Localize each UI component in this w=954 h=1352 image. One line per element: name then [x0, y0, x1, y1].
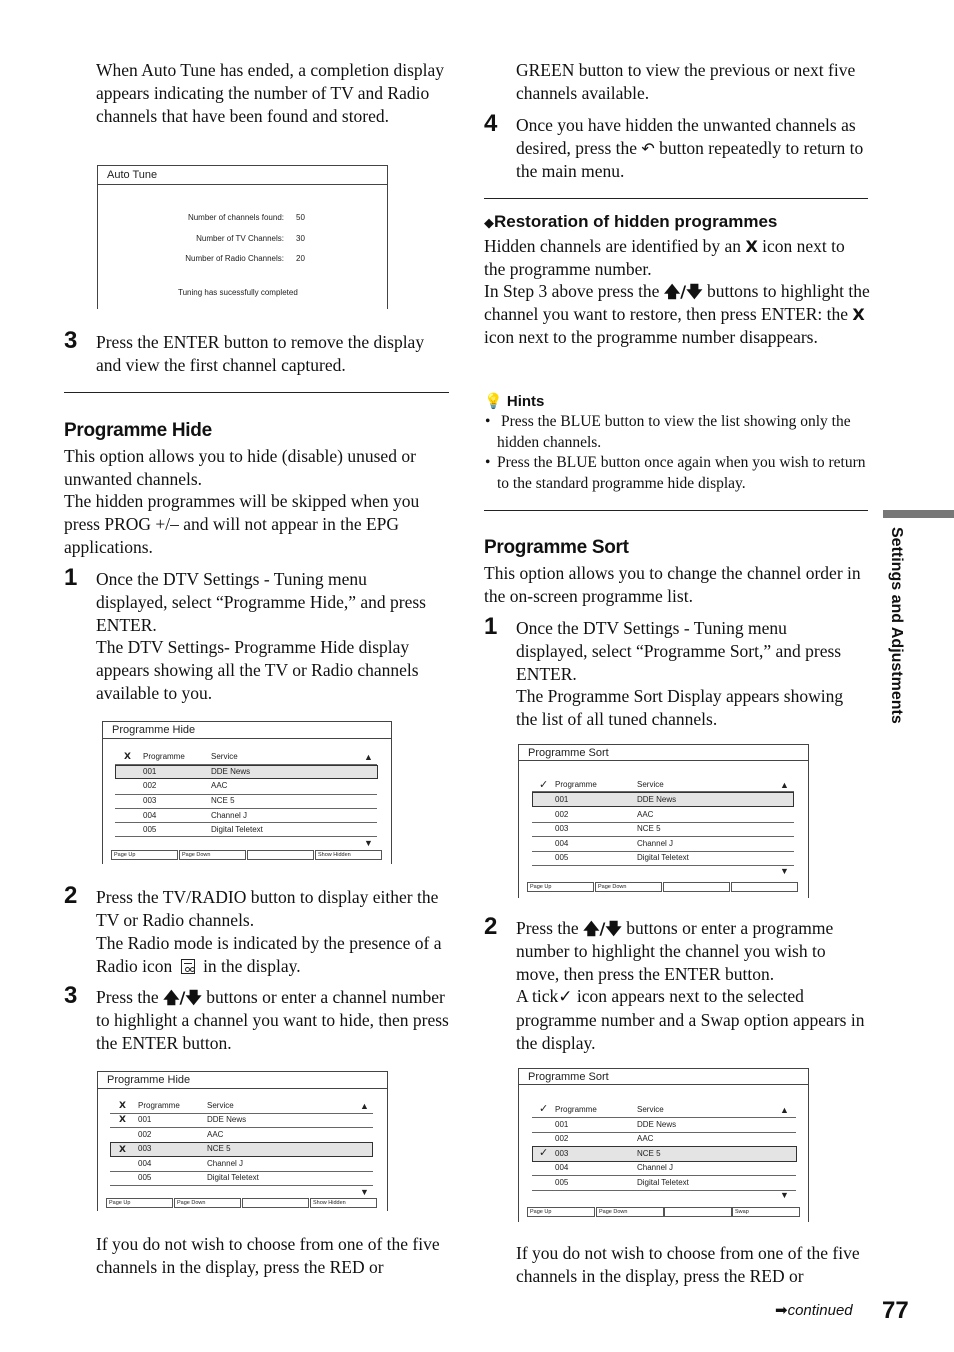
programme-number: 003	[143, 796, 157, 805]
service-name: AAC	[211, 781, 228, 790]
service-name: AAC	[637, 1134, 654, 1143]
step-number: 3	[64, 327, 78, 354]
column-header-programme: Programme	[555, 1105, 597, 1114]
step-number: 1	[484, 613, 498, 640]
column-header-service: Service	[207, 1101, 234, 1110]
step-number: 2	[64, 882, 78, 909]
side-tab-label: Settings and Adjustments	[888, 527, 905, 724]
page-up-button[interactable]: Page Up	[527, 1207, 595, 1217]
step1-text-a: Once the DTV Settings - Tuning menu displayed, select “Programme Hide,” and press ENTER.	[96, 569, 426, 635]
programme-number: 002	[555, 810, 569, 819]
bullet-icon: •	[485, 454, 491, 471]
screen-title: Auto Tune	[97, 165, 388, 185]
right-top-text: GREEN button to view the previous or next five channels available.	[516, 60, 856, 103]
tick-icon: ✓	[539, 1102, 549, 1115]
programme-number: 003	[555, 824, 569, 833]
programme-number: 005	[555, 853, 569, 862]
service-name: NCE 5	[637, 1149, 661, 1158]
right-arrow-icon: ➡	[775, 1301, 788, 1319]
service-name: Channel J	[207, 1159, 244, 1168]
programme-sort-screen-1	[518, 744, 809, 898]
value-tv-channels: 30	[296, 234, 305, 243]
programme-number: 001	[555, 1120, 569, 1129]
scroll-down-arrow-icon[interactable]: ▼	[780, 1190, 789, 1200]
ps-step2-text-b: A tick✓ icon appears next to the selected programme number and a Swap option appears in the display.	[516, 986, 865, 1053]
value-channels-found: 50	[296, 213, 305, 222]
programme-number: 003	[138, 1144, 152, 1153]
scroll-up-arrow-icon[interactable]: ▲	[780, 1105, 789, 1115]
service-name: Channel J	[211, 811, 248, 820]
programme-sort-screen-2	[518, 1068, 809, 1222]
programme-number: 002	[143, 781, 157, 790]
hints-heading: 💡 Hints	[484, 392, 545, 410]
programme-sort-heading: Programme Sort	[484, 537, 629, 558]
page-down-button[interactable]: Page Down	[595, 882, 662, 892]
service-name: DDE News	[637, 795, 677, 804]
blank-button[interactable]	[663, 882, 730, 892]
left-bottom-text: If you do not wish to choose from one of the five channels in the display, press the RED or	[96, 1234, 440, 1277]
tick-icon: ✓	[558, 987, 573, 1007]
ps-step1-text-b: The Programme Sort Display appears showing the list of all tuned channels.	[516, 686, 844, 729]
programme-number: 005	[555, 1178, 569, 1187]
programme-number: 005	[138, 1173, 152, 1182]
programme-hide-p2: The hidden programmes will be skipped when you press PROG +/– and will not appear in the EPG applications.	[64, 491, 420, 557]
hint-1: Press the BLUE button to view the list showing only the hidden channels.	[497, 413, 851, 451]
page-up-button[interactable]: Page Up	[106, 1198, 173, 1208]
screen-title: Programme Sort	[518, 744, 809, 761]
service-name: Channel J	[637, 839, 674, 848]
ps-step1-text-a: Once the DTV Settings - Tuning menu displayed, select “Programme Sort,” and press ENTER.	[516, 618, 842, 684]
column-header-programme: Programme	[555, 780, 597, 789]
page-up-button[interactable]: Page Up	[111, 850, 178, 860]
programme-number: 002	[555, 1134, 569, 1143]
scroll-down-arrow-icon[interactable]: ▼	[780, 866, 789, 876]
service-name: DDE News	[207, 1115, 247, 1124]
up-down-arrow-icon: 🡅/🡇	[163, 988, 202, 1007]
service-name: NCE 5	[211, 796, 235, 805]
column-header-service: Service	[637, 780, 664, 789]
column-header-programme: Programme	[138, 1101, 180, 1110]
service-name: AAC	[637, 810, 654, 819]
label-radio-channels: Number of Radio Channels:	[185, 254, 284, 263]
up-down-arrow-icon: 🡅/🡇	[583, 919, 622, 938]
service-name: Digital Teletext	[207, 1173, 259, 1182]
restoration-heading: ◆Restoration of hidden programmes	[484, 212, 778, 231]
service-name: NCE 5	[637, 824, 661, 833]
programme-number: 001	[143, 767, 157, 776]
programme-number: 003	[555, 1149, 569, 1158]
hide-x-icon: X	[124, 752, 131, 762]
radio-icon	[181, 959, 195, 974]
service-name: AAC	[207, 1130, 224, 1139]
service-name: NCE 5	[207, 1144, 231, 1153]
programme-sort-text: This option allows you to change the channel order in the on-screen programme list.	[484, 563, 861, 606]
label-tv-channels: Number of TV Channels:	[196, 234, 284, 243]
section-divider	[64, 392, 449, 393]
programme-number: 001	[555, 795, 569, 804]
column-header-service: Service	[211, 752, 238, 761]
side-tab-bar	[883, 510, 954, 518]
page-down-button[interactable]: Page Down	[179, 850, 246, 860]
blank-button[interactable]	[247, 850, 314, 860]
return-icon: ↶	[641, 139, 655, 158]
programme-number: 004	[555, 1163, 569, 1172]
scroll-down-arrow-icon[interactable]: ▼	[364, 838, 373, 848]
hint-2: Press the BLUE button once again when you wish to return to the standard programme hide display.	[497, 454, 866, 492]
show-hidden-button[interactable]: Show Hidden	[310, 1198, 377, 1208]
show-hidden-button[interactable]: Show Hidden	[315, 850, 382, 860]
hide-x-icon: X	[119, 1115, 126, 1125]
page-down-button[interactable]: Page Down	[596, 1207, 664, 1217]
auto-tune-screen	[97, 165, 388, 309]
scroll-up-arrow-icon[interactable]: ▲	[360, 1101, 369, 1111]
value-radio-channels: 20	[296, 254, 305, 263]
step-number: 4	[484, 110, 498, 137]
programme-hide-screen-2	[97, 1071, 388, 1211]
programme-hide-heading: Programme Hide	[64, 420, 212, 441]
step-number: 1	[64, 564, 78, 591]
scroll-up-arrow-icon[interactable]: ▲	[364, 752, 373, 762]
section-divider	[484, 198, 868, 199]
diamond-icon: ◆	[484, 216, 494, 231]
screen-title: Programme Hide	[102, 721, 392, 739]
programme-hide-screen-1	[102, 721, 392, 864]
programme-number: 001	[138, 1115, 152, 1124]
step3-text: Press the ENTER button to remove the display and view the first channel captured.	[96, 332, 425, 375]
service-name: DDE News	[637, 1120, 677, 1129]
restoration-text-1: Hidden channels are identified by an X icon next to the programme number.	[484, 236, 845, 279]
scroll-up-arrow-icon[interactable]: ▲	[780, 780, 789, 790]
programme-number: 004	[138, 1159, 152, 1168]
blank-button[interactable]	[664, 1207, 732, 1217]
section-divider	[484, 510, 868, 511]
programme-number: 002	[138, 1130, 152, 1139]
step2-text-a: Press the TV/RADIO button to display either the TV or Radio channels.	[96, 887, 439, 930]
screen-title: Programme Sort	[518, 1068, 809, 1085]
intro-text: When Auto Tune has ended, a completion display appears indicating the number of TV and Radio channels that have been found and stored.	[96, 60, 445, 126]
ps-step2-text: Press the 🡅/🡇 buttons or enter a programme number to highlight the channel you wish to move, then press the ENTER button.	[516, 918, 834, 984]
right-bottom-text: If you do not wish to choose from one of the five channels in the display, press the RED or	[516, 1243, 860, 1286]
page-number: 77	[882, 1297, 909, 1324]
service-name: DDE News	[211, 767, 251, 776]
tuning-status: Tuning has sucessfully completed	[178, 288, 298, 297]
programme-number: 005	[143, 825, 157, 834]
scroll-down-arrow-icon[interactable]: ▼	[360, 1187, 369, 1197]
blank-button[interactable]	[731, 882, 798, 892]
hide-x-icon: X	[745, 237, 758, 256]
service-name: Digital Teletext	[211, 825, 263, 834]
step4-text: Once you have hidden the unwanted channels as desired, press the ↶ button repeatedly to return to the main menu.	[516, 115, 864, 181]
restoration-text-2: In Step 3 above press the 🡅/🡇 buttons to highlight the channel you want to restore, then press ENTER: the X icon next to the programme number disappears.	[484, 281, 870, 347]
step1-text-b: The DTV Settings- Programme Hide display appears showing all the TV or Radio channels available to you.	[96, 637, 419, 703]
column-header-programme: Programme	[143, 752, 185, 761]
screen-title: Programme Hide	[97, 1071, 388, 1089]
lightbulb-icon: 💡	[484, 392, 503, 410]
continued-label: ➡continued	[775, 1301, 853, 1319]
programme-hide-p1: This option allows you to hide (disable) unused or unwanted channels.	[64, 446, 416, 489]
bullet-icon: •	[485, 413, 491, 430]
page-down-button[interactable]: Page Down	[174, 1198, 241, 1208]
column-header-service: Service	[637, 1105, 664, 1114]
highlighted-row[interactable]	[532, 1146, 797, 1162]
tick-icon: ✓	[539, 1146, 549, 1159]
blank-button[interactable]	[242, 1198, 309, 1208]
label-channels-found: Number of channels found:	[187, 213, 284, 222]
tick-icon: ✓	[539, 778, 549, 791]
page-up-button[interactable]: Page Up	[527, 882, 594, 892]
hide-x-icon: X	[119, 1101, 126, 1111]
swap-button[interactable]: Swap	[732, 1207, 800, 1217]
service-name: Digital Teletext	[637, 1178, 689, 1187]
step-number: 2	[484, 913, 498, 940]
up-down-arrow-icon: 🡅/🡇	[663, 282, 703, 301]
service-name: Channel J	[637, 1163, 674, 1172]
hide-x-icon: X	[119, 1145, 126, 1155]
service-name: Digital Teletext	[637, 853, 689, 862]
programme-number: 004	[143, 811, 157, 820]
step3b-text: Press the 🡅/🡇 buttons or enter a channel number to highlight a channel you want to hide, then press the ENTER button.	[96, 987, 449, 1053]
hide-x-icon: X	[852, 305, 865, 324]
step2-text-b: The Radio mode is indicated by the presence of a Radio icon in the display.	[96, 933, 442, 976]
programme-number: 004	[555, 839, 569, 848]
step-number: 3	[64, 982, 78, 1009]
